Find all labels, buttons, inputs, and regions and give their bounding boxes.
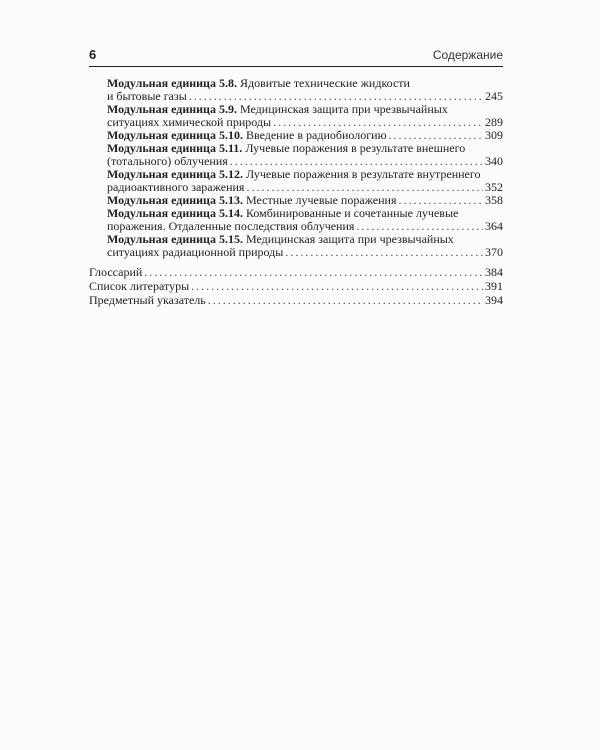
page-ref: 370 xyxy=(485,245,503,259)
unit-title-cont: ситуациях радиационной природы xyxy=(107,245,284,259)
unit-title-cont: радиоактивного заражения xyxy=(107,180,245,194)
page-ref: 364 xyxy=(485,219,503,233)
unit-title: Медицинская защита при чрезвычайных xyxy=(239,102,448,116)
page-ref: 340 xyxy=(485,154,503,168)
unit-title: Комбинированные и сочетанные лучевые xyxy=(245,206,459,220)
section-title: Предметный указатель xyxy=(89,293,206,307)
toc-entry-5-15-line2 xyxy=(107,246,503,259)
unit-title: Введение в радиобиологию xyxy=(245,128,387,142)
unit-title-cont: (тотального) облучения xyxy=(107,154,228,168)
section-title: Глоссарий xyxy=(89,265,143,279)
unit-label: Модульная единица 5.15. xyxy=(107,232,243,246)
unit-label: Модульная единица 5.13. xyxy=(107,193,243,207)
unit-label: Модульная единица 5.8. xyxy=(107,76,237,90)
page-ref: 394 xyxy=(485,293,503,307)
unit-label: Модульная единица 5.12. xyxy=(107,167,243,181)
unit-title-cont: ситуациях химической природы xyxy=(107,115,272,129)
leader-dots xyxy=(285,246,483,259)
page-ref: 245 xyxy=(485,89,503,103)
unit-title: Местные лучевые поражения xyxy=(245,193,397,207)
unit-label: Модульная единица 5.9. xyxy=(107,102,237,116)
page-number: 6 xyxy=(89,47,97,62)
unit-title-cont: и бытовые газы xyxy=(107,89,187,103)
header-rule xyxy=(89,66,503,67)
page-ref: 352 xyxy=(485,180,503,194)
unit-label: Модульная единица 5.11. xyxy=(107,141,243,155)
leader-dots xyxy=(191,280,483,293)
unit-title: Ядовитые технические жидкости xyxy=(239,76,410,90)
page-header xyxy=(89,47,503,63)
unit-title: Лучевые поражения в результате внешнего xyxy=(245,141,466,155)
unit-label: Модульная единица 5.10. xyxy=(107,128,243,142)
page-ref: 391 xyxy=(485,279,503,293)
leader-dots xyxy=(144,266,483,279)
page-ref: 309 xyxy=(485,128,503,142)
unit-title: Лучевые поражения в результате внутреннего xyxy=(245,167,481,181)
unit-title-cont: поражения. Отдаленные последствия облучения xyxy=(107,219,355,233)
toc-entry-glossary xyxy=(89,266,503,279)
page-ref: 384 xyxy=(485,265,503,279)
page-ref: 358 xyxy=(485,193,503,207)
leader-dots xyxy=(208,294,483,307)
running-title: Содержание xyxy=(432,48,503,62)
unit-title: Медицинская защита при чрезвычайных xyxy=(245,232,454,246)
section-title: Список литературы xyxy=(89,279,190,293)
page-ref: 289 xyxy=(485,115,503,129)
toc-entry-references xyxy=(89,280,503,293)
toc-entry-subject-index xyxy=(89,294,503,307)
unit-label: Модульная единица 5.14. xyxy=(107,206,243,220)
